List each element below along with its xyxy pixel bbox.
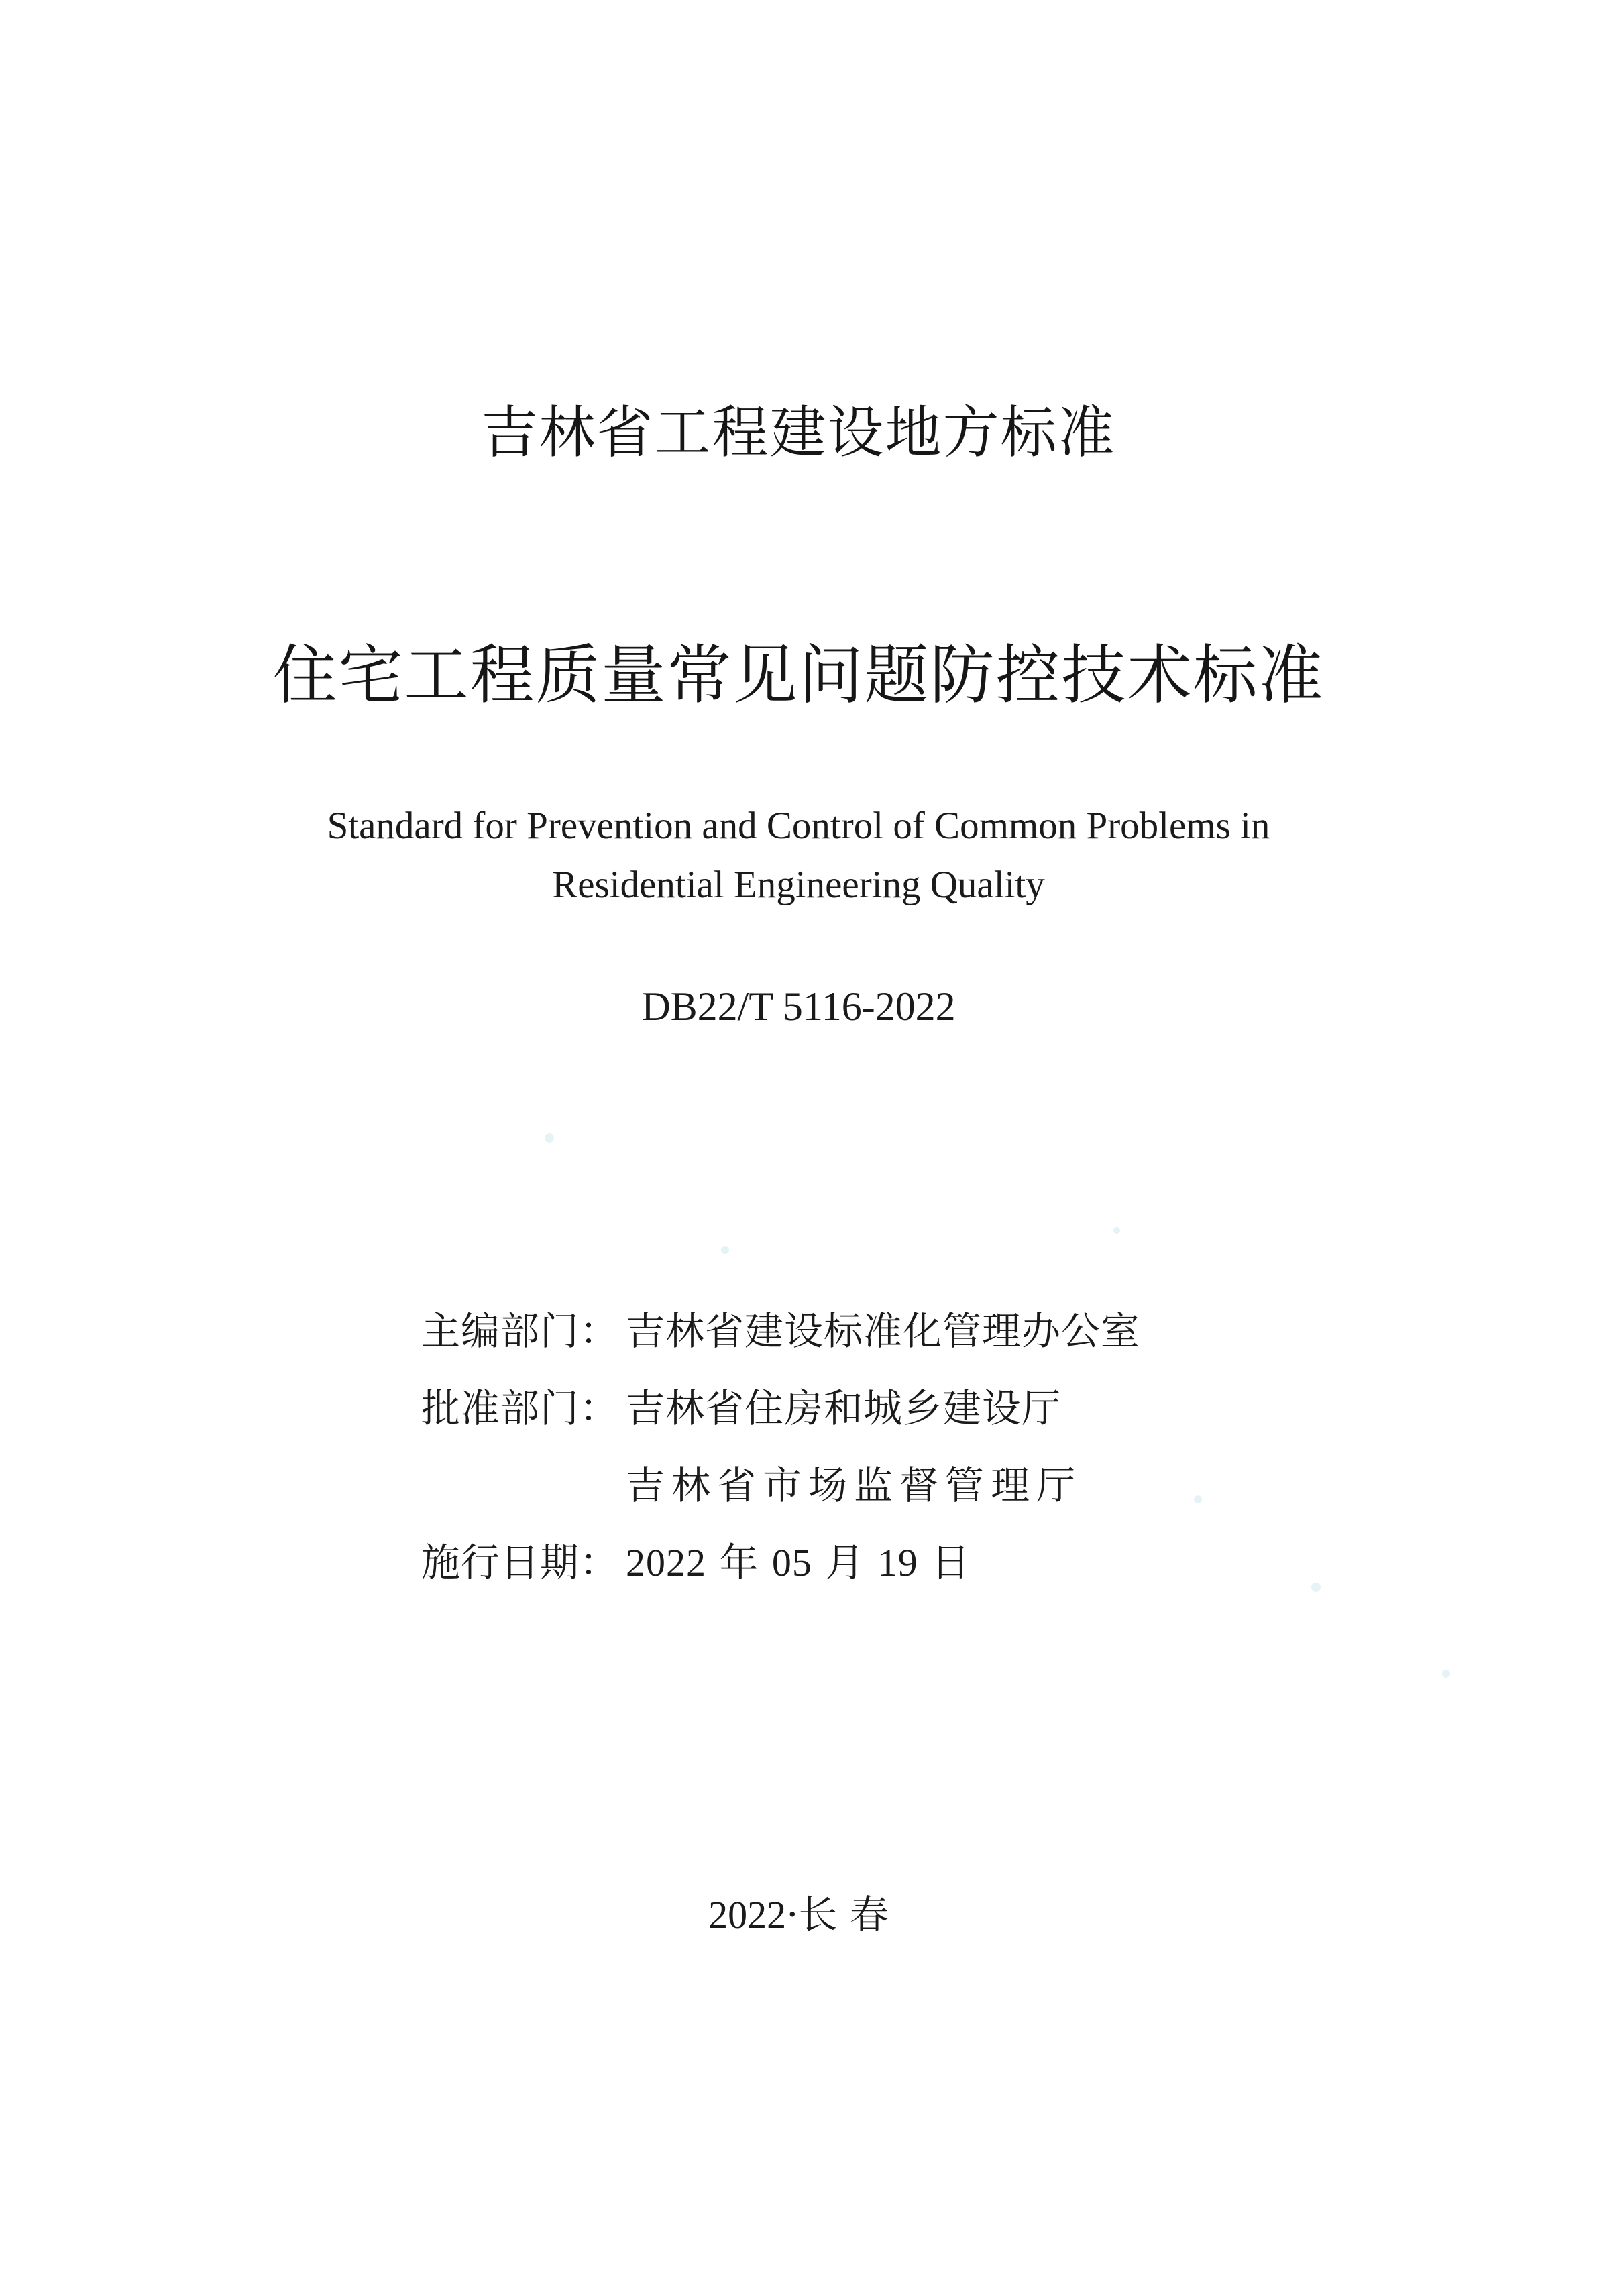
approval-label: 批准部门： (421, 1385, 620, 1431)
approval-value-1: 吉林省住房和城乡建设厅 (626, 1385, 1062, 1431)
standard-code: DB22/T 5116-2022 (641, 984, 956, 1029)
scan-speck (1311, 1583, 1321, 1592)
imprint-city: 长 春 (798, 1892, 889, 1937)
effective-year: 2022 (626, 1540, 706, 1585)
approval-row (421, 1366, 1226, 1443)
effective-date-row (421, 1520, 1226, 1597)
main-title: 住宅工程质量常见问题防控技术标准 (272, 638, 1325, 713)
editor-row (421, 1289, 1226, 1366)
scan-speck (545, 1133, 554, 1143)
effective-month: 05 (771, 1540, 812, 1585)
scan-speck (1442, 1670, 1450, 1678)
editor-value: 吉林省建设标准化管理办公室 (626, 1308, 1141, 1354)
effective-date (626, 1531, 971, 1587)
english-title-line-1: Standard for Prevention and Control of Common Problems in (327, 805, 1270, 847)
imprint (0, 1888, 1597, 1942)
scan-speck (1113, 1227, 1120, 1234)
effective-label: 施行日期： (421, 1539, 620, 1585)
scan-speck (721, 1246, 729, 1254)
effective-year-unit: 年 (719, 1539, 759, 1585)
approval-value-2: 吉林省市场监督管理厅 (626, 1462, 1083, 1508)
approval-row-2 (421, 1443, 1226, 1520)
imprint-separator: · (786, 1892, 799, 1937)
effective-day-unit: 日 (931, 1539, 971, 1585)
effective-day: 19 (877, 1540, 918, 1585)
effective-month-unit: 月 (825, 1539, 865, 1585)
issuing-info (421, 1289, 1226, 1597)
english-title-line-2: Residential Engineering Quality (552, 864, 1045, 906)
imprint-year: 2022 (708, 1893, 787, 1937)
series-title: 吉林省工程建设地方标准 (481, 400, 1116, 465)
editor-label: 主编部门： (421, 1308, 620, 1354)
